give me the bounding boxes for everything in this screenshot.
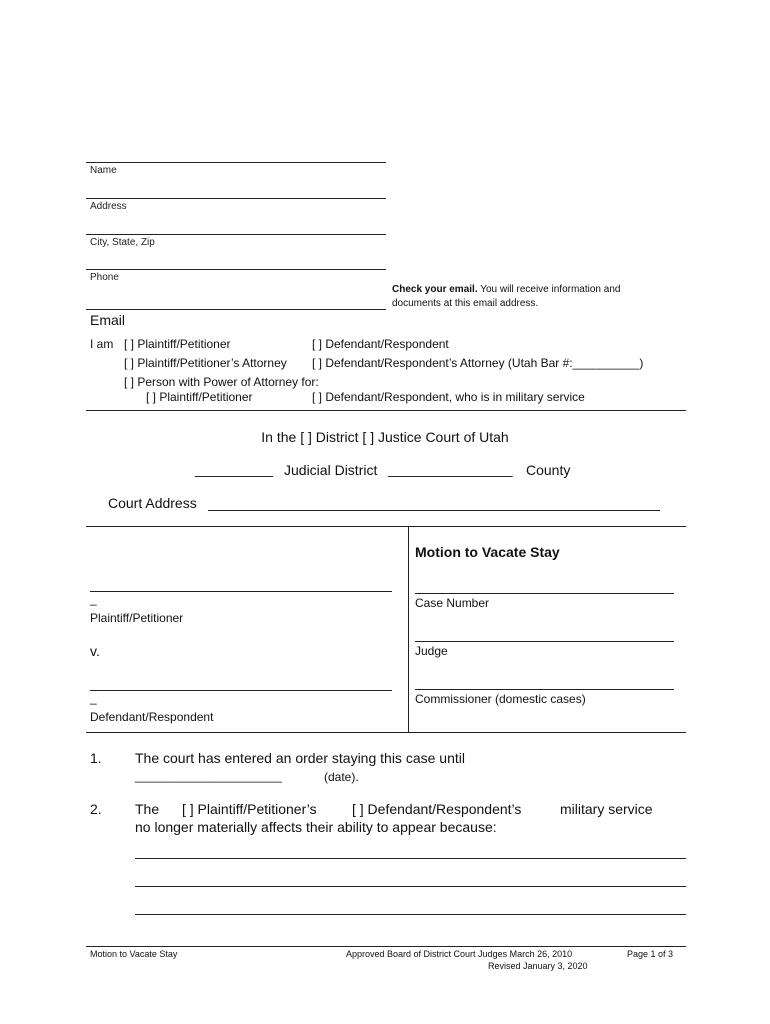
court-line: In the [ ] District [ ] Justice Court of Utah [261, 429, 509, 445]
i-am-label: I am [90, 337, 114, 351]
item-2-defendant-checkbox[interactable]: [ ] Defendant/Respondent’s [352, 801, 522, 817]
case-number-label: Case Number [415, 596, 490, 610]
item-2-plaintiff-checkbox[interactable]: [ ] Plaintiff/Petitioner’s [182, 801, 317, 817]
court-address-label: Court Address [108, 495, 197, 511]
email-line[interactable] [86, 309, 386, 310]
item-1-number: 1. [90, 750, 102, 766]
caption-bottom-border [86, 732, 686, 733]
defendant-dash: _ [90, 691, 97, 705]
footer-revised: Revised January 3, 2020 [488, 961, 588, 971]
footer-form-title: Motion to Vacate Stay [90, 949, 178, 959]
judge-line[interactable] [415, 641, 674, 642]
footer-approved: Approved Board of District Court Judges March 26, 2010 [346, 949, 573, 959]
role-defendant-checkbox[interactable]: [ ] Defendant/Respondent [312, 337, 449, 351]
plaintiff-label: Plaintiff/Petitioner [90, 611, 184, 625]
address-line[interactable] [86, 198, 386, 199]
item-1-text: The court has entered an order staying this case until [135, 750, 465, 766]
county-label: County [526, 462, 571, 478]
date-blank[interactable]: ______________________ [135, 769, 282, 783]
caption-top-border [86, 526, 686, 527]
email-label: Email [90, 312, 126, 328]
divider-top [86, 410, 686, 411]
plaintiff-name-line[interactable] [90, 591, 392, 592]
plaintiff-dash: _ [90, 592, 97, 606]
address-label: Address [90, 201, 127, 212]
motion-title: Motion to Vacate Stay [415, 544, 560, 560]
name-label: Name [90, 165, 117, 176]
role-plaintiff-checkbox[interactable]: [ ] Plaintiff/Petitioner [124, 337, 231, 351]
date-label: (date). [324, 770, 359, 784]
defendant-label: Defendant/Respondent [90, 710, 214, 724]
email-note-bold: Check your email. [392, 284, 478, 295]
court-address-line[interactable] [208, 510, 660, 511]
reason-line-3[interactable] [135, 914, 686, 915]
defendant-name-line[interactable] [90, 690, 392, 691]
role-defendant-attorney-checkbox[interactable]: [ ] Defendant/Respondent’s Attorney (Utah Bar #:__________) [312, 356, 644, 370]
item-2-line2: no longer materially affects their ability to appear because: [135, 819, 497, 835]
case-number-line[interactable] [415, 593, 674, 594]
poa-defendant-checkbox[interactable]: [ ] Defendant/Respondent, who is in military service [312, 390, 585, 404]
item-2-number: 2. [90, 801, 102, 817]
judicial-district-blank[interactable]: __________ [195, 461, 273, 477]
judicial-district-label: Judicial District [284, 462, 378, 478]
reason-line-1[interactable] [135, 858, 686, 859]
commissioner-label: Commissioner (domestic cases) [415, 692, 586, 706]
county-blank[interactable]: ________________ [388, 461, 513, 477]
phone-line[interactable] [86, 269, 386, 270]
footer-divider [86, 946, 686, 947]
reason-line-2[interactable] [135, 886, 686, 887]
role-plaintiff-attorney-checkbox[interactable]: [ ] Plaintiff/Petitioner’s Attorney [124, 356, 287, 370]
footer-page-number: Page 1 of 3 [627, 949, 674, 959]
email-note [392, 284, 620, 295]
commissioner-line[interactable] [415, 689, 674, 690]
email-note-line2: documents at this email address. [392, 298, 539, 309]
item-2-military: military service [560, 801, 653, 817]
name-line[interactable] [86, 162, 386, 163]
city-state-zip-line[interactable] [86, 234, 386, 235]
poa-plaintiff-checkbox[interactable]: [ ] Plaintiff/Petitioner [146, 390, 253, 404]
caption-divider [408, 526, 409, 732]
email-note-rest: You will receive information and [477, 284, 621, 295]
judge-label: Judge [415, 644, 448, 658]
item-2-the: The [135, 801, 160, 817]
phone-label: Phone [90, 272, 119, 283]
role-poa-checkbox[interactable]: [ ] Person with Power of Attorney for: [124, 375, 319, 389]
city-state-zip-label: City, State, Zip [90, 237, 155, 248]
versus-label: v. [90, 643, 100, 659]
